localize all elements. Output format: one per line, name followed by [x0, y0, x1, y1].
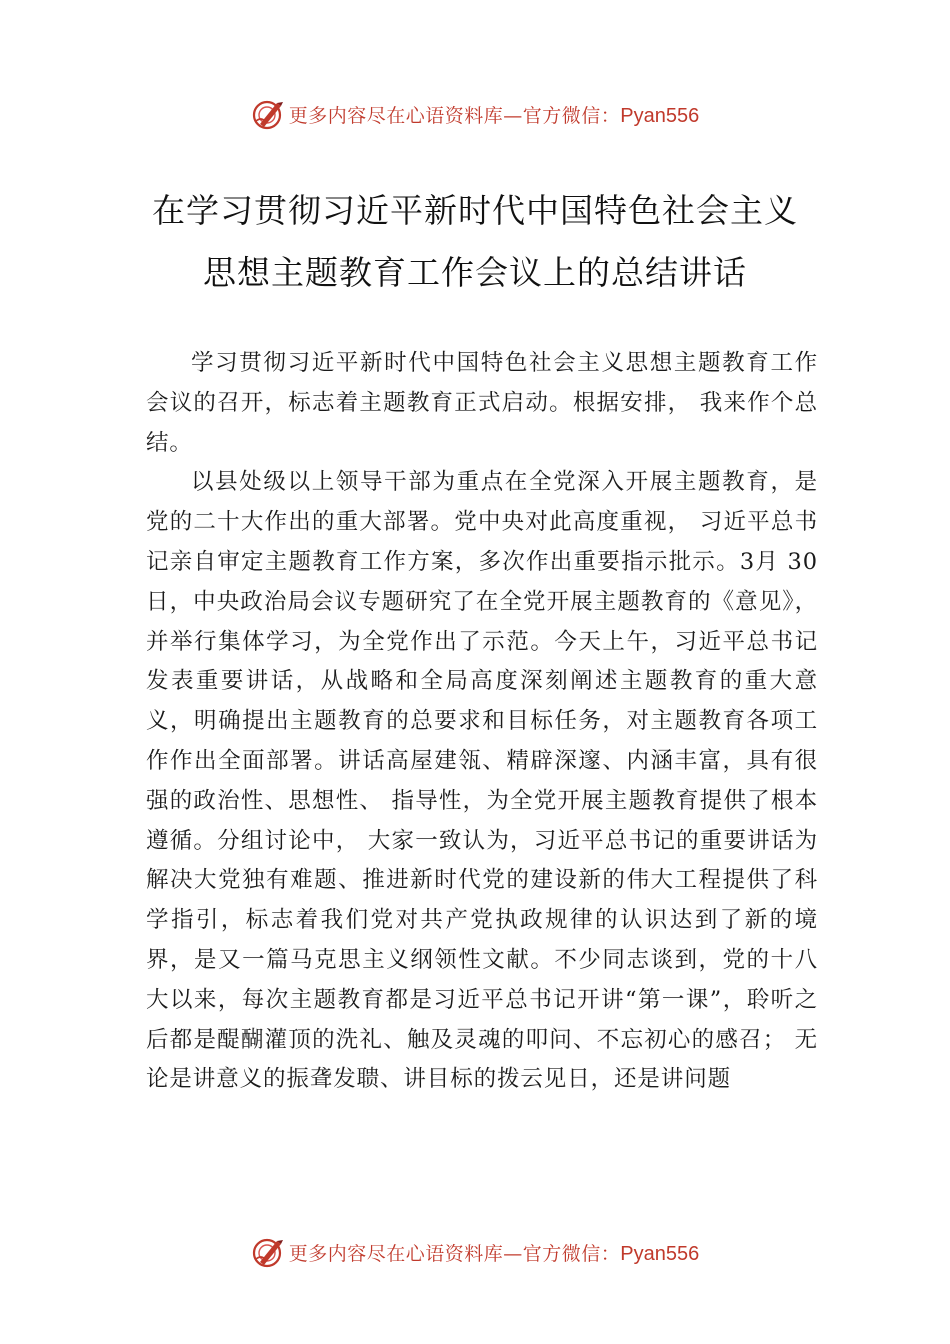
banner-text [289, 101, 699, 128]
document-title: 在学习贯彻习近平新时代中国特色社会主义思想主题教育工作会议上的总结讲话 [152, 191, 798, 292]
wechat-id: Pyan556 [620, 1242, 700, 1265]
footer-banner [0, 1232, 950, 1272]
banner-label: 更多内容尽在心语资料库—官方微信： [288, 1242, 621, 1265]
banner-label: 更多内容尽在心语资料库—官方微信： [288, 104, 621, 127]
wechat-id: Pyan556 [620, 104, 700, 127]
banner-text [289, 1239, 699, 1266]
document-body [146, 344, 818, 1100]
pen-logo-icon [251, 97, 285, 131]
paragraph-1: 学习贯彻习近平新时代中国特色社会主义思想主题教育工作会议的召开，标志着主题教育正式启动。根据安排， 我来作个总结。 [146, 350, 818, 456]
paragraph-2: 以县处级以上领导干部为重点在全党深入开展主题教育，是党的二十大作出的重大部署。党中央对此高度重视， 习近平总书记亲自审定主题教育工作方案，多次作出重要指示批示。3月 30日，中央政治局会议专题研究了在全党开展主题教育的《意见》，并举行集体学习，为全党作出了示范。今天上午，习近平总书记发表重要讲话，从战略和全局高度深刻阐述主题教育的重大意义，明确提出主题教育的总要求和目标任务，对主题教育各项工作作出全面部署。讲话高屋建瓴、精辟深邃、内涵丰富，具有很强的政治性、思想性、 指导性，为全党开展主题教育提供了根本遵循。分组讨论中， 大家一致认为，习近平总书记的重要讲话为解决大党独有难题、推进新时代党的建设新的伟大工程提供了科学指引，标志着我们党对共产党执政规律的认识达到了新的境界，是又一篇马克思主义纲领性文献。不少同志谈到，党的十八大以来，每次主题教育都是习近平总书记开讲“第一课”，聆听之后都是醍醐灌顶的洗礼、触及灵魂的叩问、不忘初心的感召； 无论是讲意义的振聋发聩、讲目标的拨云见日，还是讲问题 [146, 469, 818, 1093]
header-banner [0, 94, 950, 134]
pen-logo-icon [251, 1235, 285, 1269]
